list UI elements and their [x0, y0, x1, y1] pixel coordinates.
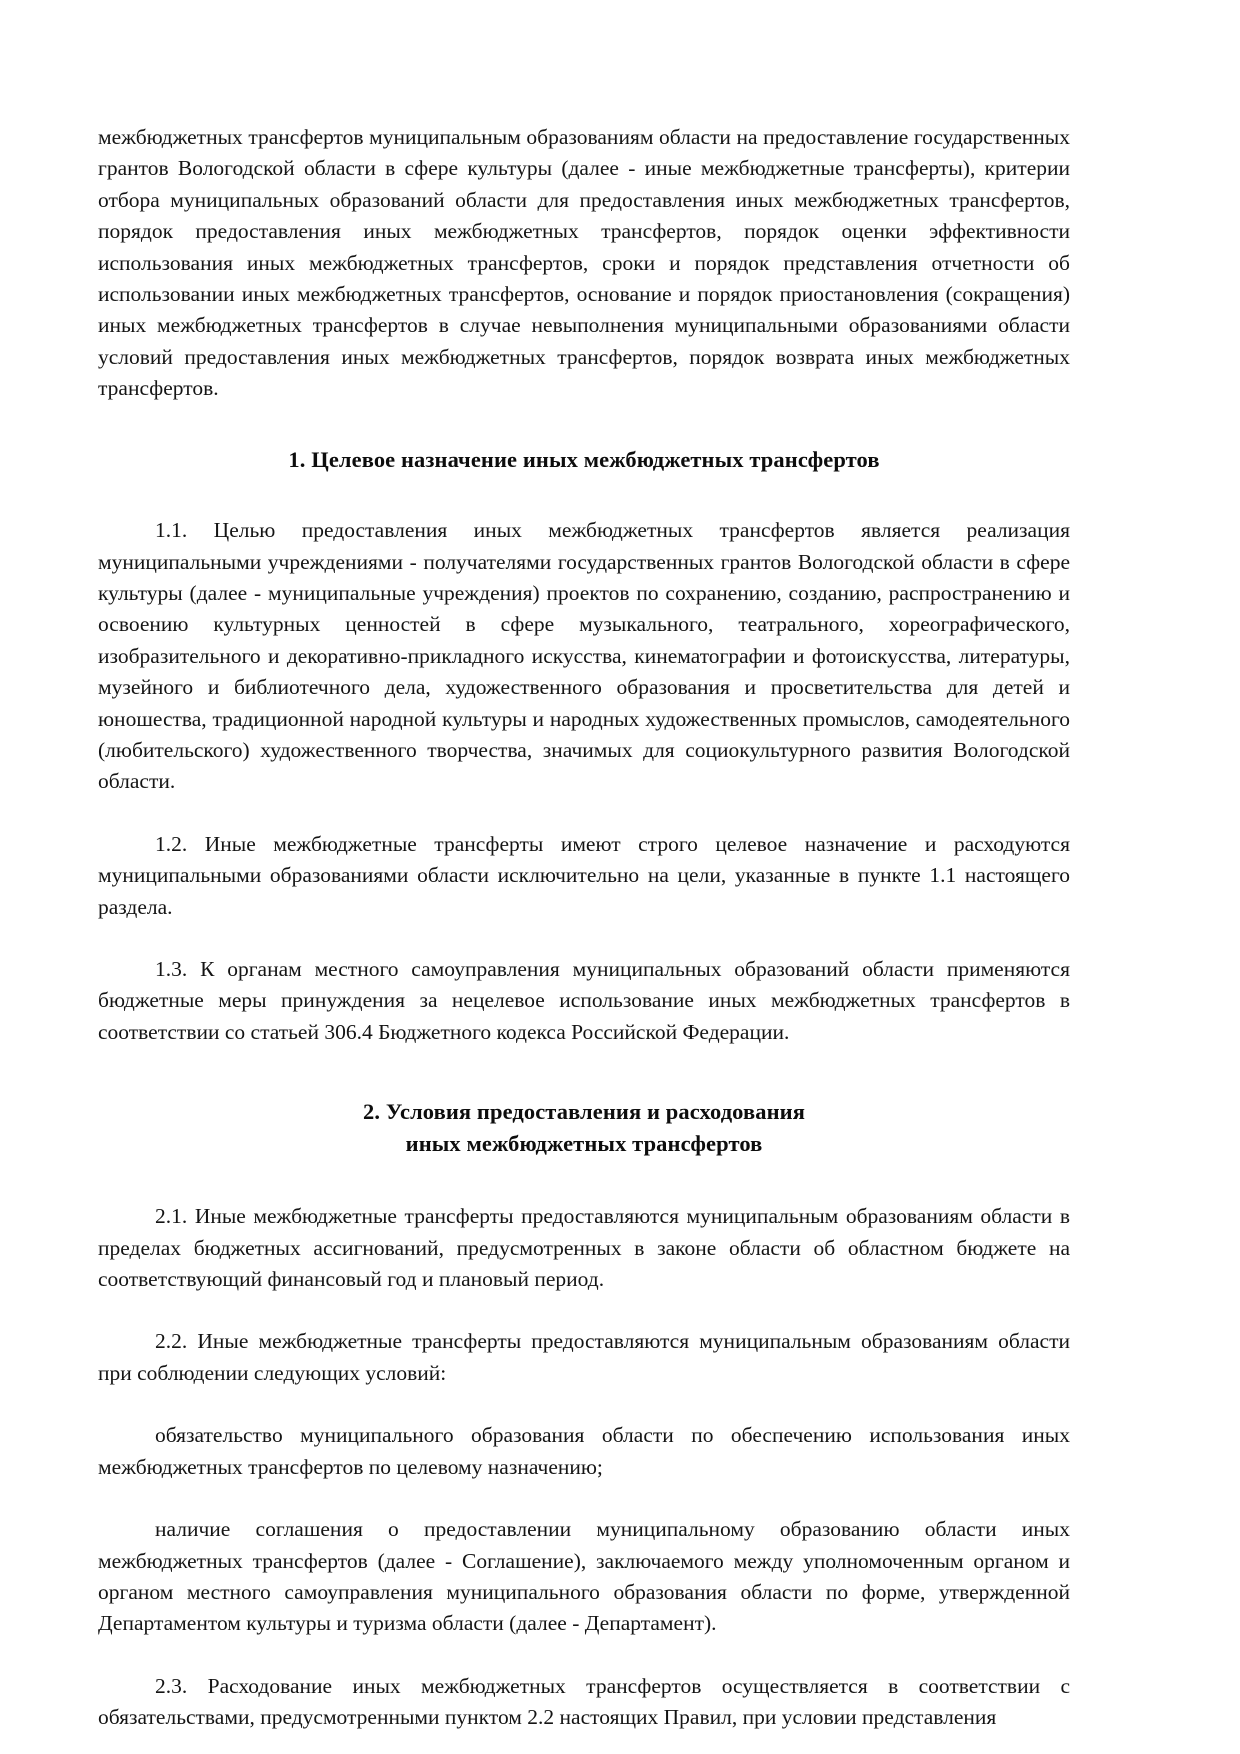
paragraph-2-1: 2.1. Иные межбюджетные трансферты предоставляются муниципальным образованиям области в пределах бюджетных ассигнований, предусмотренных в законе области об областном бюджете на соответствующий финансовый год и плановый период. [98, 1204, 1070, 1292]
section-1-heading: 1. Целевое назначение иных межбюджетных трансфертов [288, 446, 880, 472]
section-1-heading-block [98, 444, 1070, 476]
paragraph-intro: межбюджетных трансфертов муниципальным образованиям области на предоставление государственных грантов Вологодской области в сфере культуры (далее - иные межбюджетные трансферты), критерии отбора муниципальных образований области для предоставления иных межбюджетных трансфертов, порядок предоставления иных межбюджетных трансфертов, порядок оценки эффективности использования иных межбюджетных трансфертов, сроки и порядок представления отчетности об использовании иных межбюджетных трансфертов, основание и порядок приостановления (сокращения) иных межбюджетных трансфертов в случае невыполнения муниципальными образованиями области условий предоставления иных межбюджетных трансфертов, порядок возврата иных межбюджетных трансфертов. [98, 125, 1070, 401]
paragraph-2-2: 2.2. Иные межбюджетные трансферты предоставляются муниципальным образованиям области при соблюдении следующих условий: [98, 1329, 1070, 1385]
section-2-heading-line-2: иных межбюджетных трансфертов [405, 1130, 763, 1156]
paragraph-1-3: 1.3. К органам местного самоуправления муниципальных образований области применяются бюджетные меры принуждения за нецелевое использование иных межбюджетных трансфертов в соответствии со статьей 306.4 Бюджетного кодекса Российской Федерации. [98, 957, 1070, 1044]
condition-item-2: наличие соглашения о предоставлении муниципальному образованию области иных межбюджетных трансфертов (далее - Соглашение), заключаемого между уполномоченным органом и органом местного самоуправления муниципального образования области по форме, утвержденной Департаментом культуры и туризма области (далее - Департамент). [98, 1517, 1070, 1636]
section-2-heading-line-1: 2. Условия предоставления и расходования [363, 1099, 805, 1125]
section-2-heading-block [98, 1096, 1070, 1159]
document-content [98, 122, 1070, 1734]
paragraph-1-2: 1.2. Иные межбюджетные трансферты имеют строго целевое назначение и расходуются муниципальными образованиями области исключительно на цели, указанные в пункте 1.1 настоящего раздела. [98, 831, 1070, 919]
paragraph-2-3: 2.3. Расходование иных межбюджетных трансфертов осуществляется в соответствии с обязательствами, предусмотренными пунктом 2.2 настоящих Правил, при условии представления [98, 1673, 1070, 1730]
paragraph-1-1: 1.1. Целью предоставления иных межбюджетных трансфертов является реализация муниципальными учреждениями - получателями государственных грантов Вологодской области в сфере культуры (далее - муниципальные учреждения) проектов по сохранению, созданию, распространению и освоению культурных ценностей в сфере музыкального, театрального, хореографического, изобразительного и декоративно-прикладного искусства, кинематографии и фотоискусства, литературы, музейного и библиотечного дела, художественного образования и просветительства для детей и юношества, традиционной народной культуры и народных художественных промыслов, самодеятельного (любительского) художественного творчества, значимых для социокультурного развития Вологодской области. [98, 518, 1070, 794]
condition-item-1: обязательство муниципального образования области по обеспечению использования иных межбюджетных трансфертов по целевому назначению; [98, 1423, 1070, 1479]
